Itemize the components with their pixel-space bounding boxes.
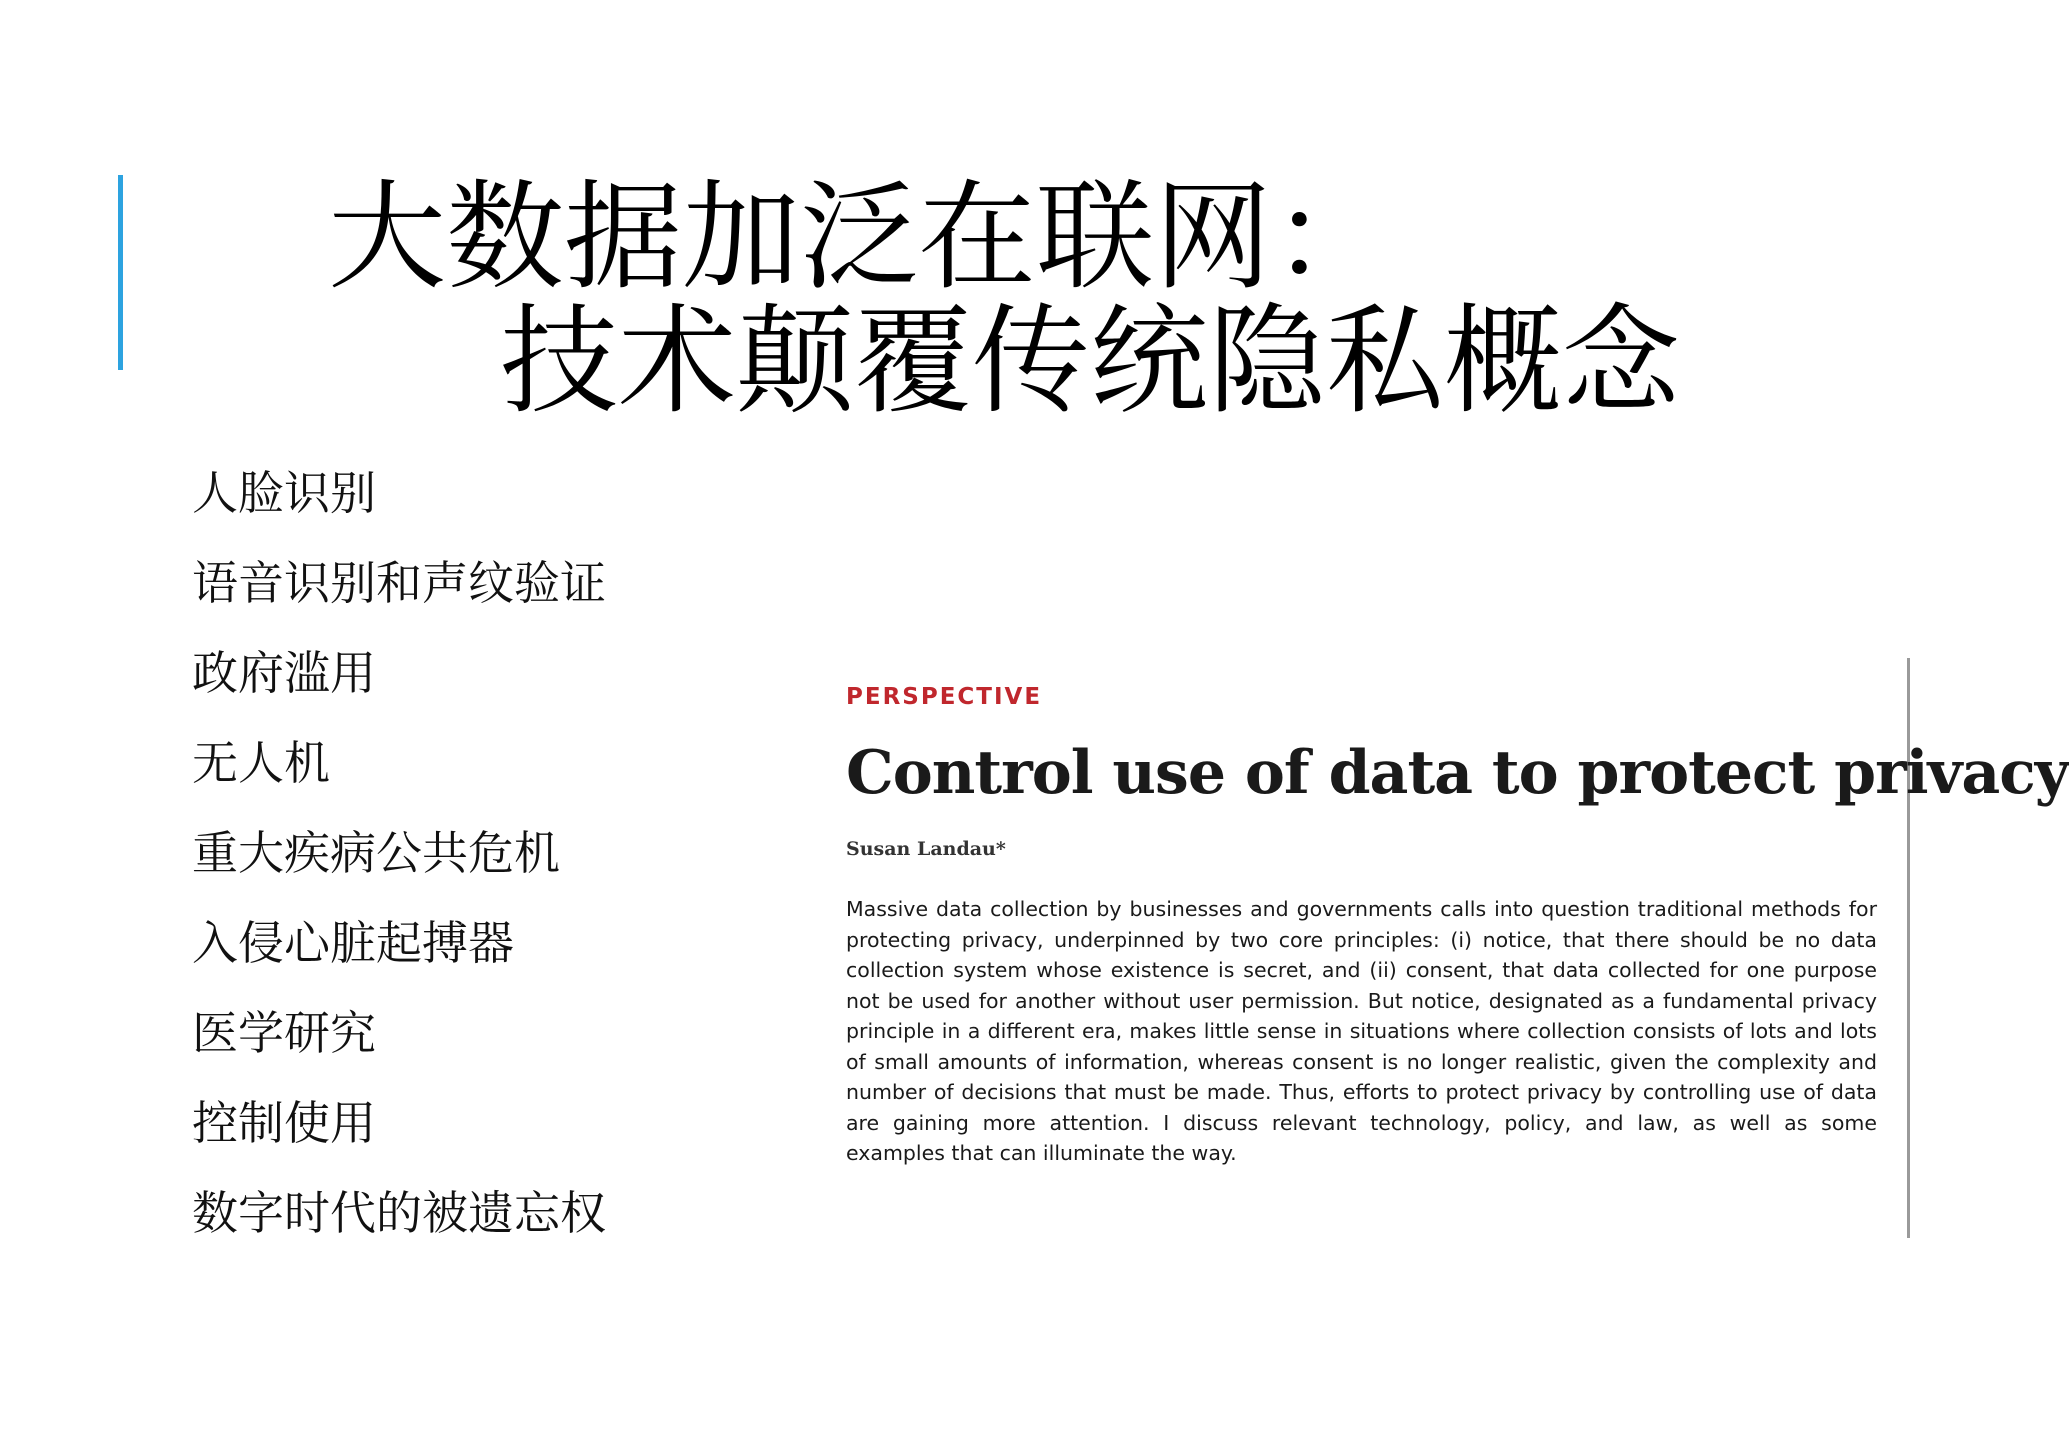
topic-item-face-recognition: 人脸识别 [192,466,376,520]
article-kicker: PERSPECTIVE [846,684,1043,710]
topic-item-public-health-crisis: 重大疾病公共危机 [192,826,560,880]
topic-item-medical-research: 医学研究 [192,1006,376,1060]
topic-list [192,448,606,1258]
title-accent-bar [118,175,123,370]
topic-item-use-control: 控制使用 [192,1096,376,1150]
slide-title-line-1: 大数据加泛在联网： [328,168,1391,306]
slide-title-line-2: 技术颠覆传统隐私概念 [500,292,1681,430]
topic-item-drones: 无人机 [192,736,330,790]
topic-item-right-to-be-forgotten: 数字时代的被遗忘权 [192,1186,606,1240]
article-author: Susan Landau* [846,838,1006,860]
article-abstract: Massive data collection by businesses and governments calls into question traditional methods for protecting privacy, underpinned by two core principles: (i) notice, that there should be no data collection system whose existence is secret, and (ii) consent, that data collected for one purpose not be used for another without user permission. But notice, designated as a fundamental privacy principle in a different era, makes little sense in situations where collection consists of lots and lots of small amounts of information, whereas consent is no longer realistic, given the complexity and number of decisions that must be made. Thus, efforts to protect privacy by controlling use of data are gaining more attention. I discuss relevant technology, policy, and law, as well as some examples that can illuminate the way. [846,897,1877,1165]
article-excerpt [820,658,2069,1238]
topic-item-government-abuse: 政府滥用 [192,646,376,700]
article-title: Control use of data to protect privacy [846,738,2069,808]
topic-item-pacemaker-hacking: 入侵心脏起搏器 [192,916,514,970]
topic-item-voice-recognition: 语音识别和声纹验证 [192,556,606,610]
